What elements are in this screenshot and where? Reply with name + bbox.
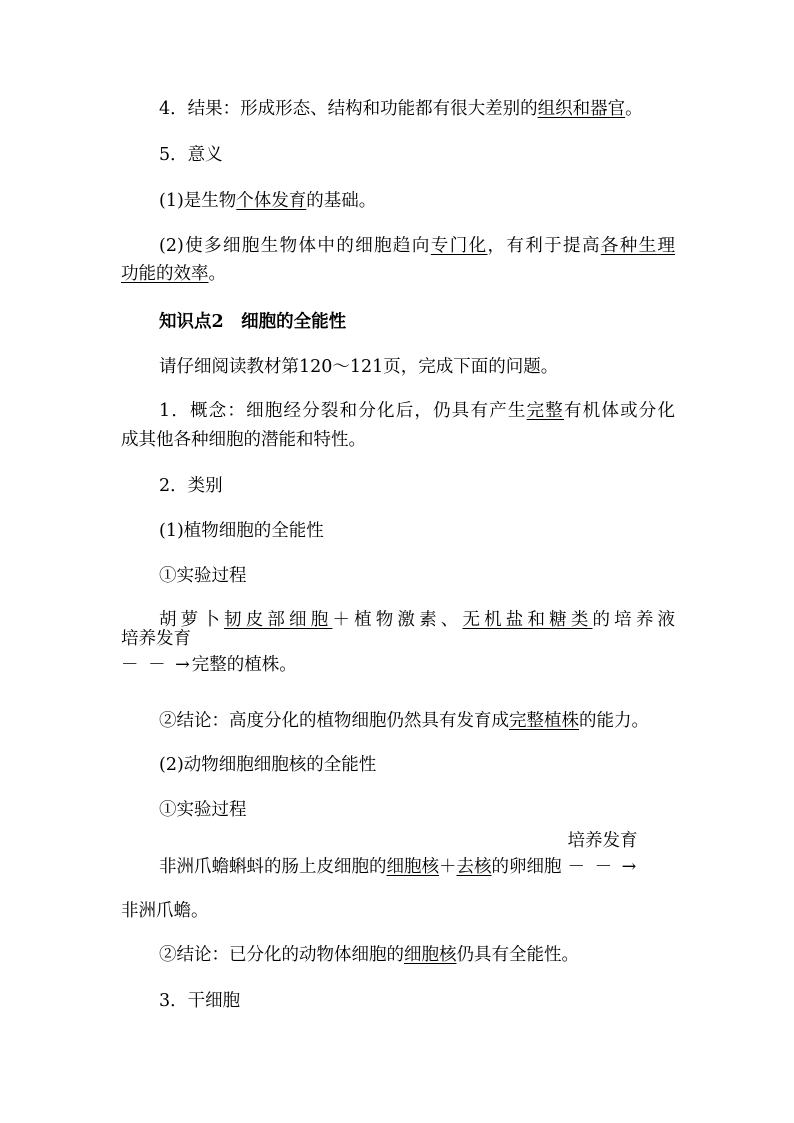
concept-line-cont: 成其他各种细胞的潜能和特性。	[121, 430, 366, 450]
reading-instruction: 请仔细阅读教材第120～121页，完成下面的问题。	[159, 357, 559, 377]
animal-totipotency-heading: (2)动物细胞细胞核的全能性	[159, 755, 377, 775]
answer-blank: 无机盐和糖类	[462, 610, 593, 630]
plant-totipotency-heading: (1)植物细胞的全能性	[159, 521, 324, 541]
category-heading: 2．类别	[159, 476, 223, 496]
right-arrow-icon: － － →	[121, 655, 192, 675]
animal-experiment-heading: ①实验过程	[159, 800, 247, 820]
answer-blank: 去核	[456, 857, 492, 877]
process-arrow	[121, 629, 192, 676]
animal-experiment-result: 非洲爪蟾。	[121, 901, 209, 921]
answer-blank: 细胞核	[386, 857, 439, 877]
answer-blank: 完整植株	[509, 711, 579, 731]
answer-blank: 个体发育	[236, 191, 307, 211]
right-arrow-icon: － － →	[567, 857, 639, 877]
stem-cell-heading: 3．干细胞	[159, 991, 241, 1011]
significance-heading: 5．意义	[159, 145, 223, 165]
section-heading-totipotency: 知识点2 细胞的全能性	[159, 312, 347, 332]
answer-blank: 各种生理	[600, 236, 676, 256]
significance-item-2-cont: 功能的效率。	[121, 264, 226, 284]
answer-blank: 韧皮部细胞	[224, 610, 333, 630]
answer-blank: 专门化	[430, 236, 488, 256]
answer-blank: 功能的效率	[121, 264, 209, 284]
answer-blank: 组织和器官	[537, 99, 626, 119]
arrow-label: 培养发育	[121, 629, 191, 649]
plant-experiment-line: 胡萝卜韧皮部细胞＋植物激素、无机盐和糖类的培养液	[159, 610, 676, 630]
plant-experiment-result: 培养发育 － － →完整的植株。	[121, 629, 297, 675]
animal-experiment-line: 非洲爪蟾蝌蚪的肠上皮细胞的细胞核＋去核的卵细胞 培养发育 － － →	[159, 831, 639, 877]
plant-conclusion: ②结论：高度分化的植物细胞仍然具有发育成完整植株的能力。	[159, 711, 649, 731]
concept-line: 1．概念：细胞经分裂和分化后，仍具有产生完整有机体或分化	[159, 401, 676, 421]
process-arrow	[567, 831, 639, 878]
plant-experiment-heading: ①实验过程	[159, 566, 247, 586]
animal-conclusion: ②结论：已分化的动物体细胞的细胞核仍具有全能性。	[159, 945, 579, 965]
answer-blank: 完整	[526, 401, 565, 421]
answer-blank: 细胞核	[404, 945, 457, 965]
arrow-label: 培养发育	[567, 831, 638, 851]
significance-item-2: (2)使多细胞生物体中的细胞趋向专门化，有利于提高各种生理	[159, 236, 676, 256]
significance-item-1: (1)是生物个体发育的基础。	[159, 191, 377, 211]
result-line: 4．结果：形成形态、结构和功能都有很大差别的组织和器官。	[159, 99, 643, 119]
